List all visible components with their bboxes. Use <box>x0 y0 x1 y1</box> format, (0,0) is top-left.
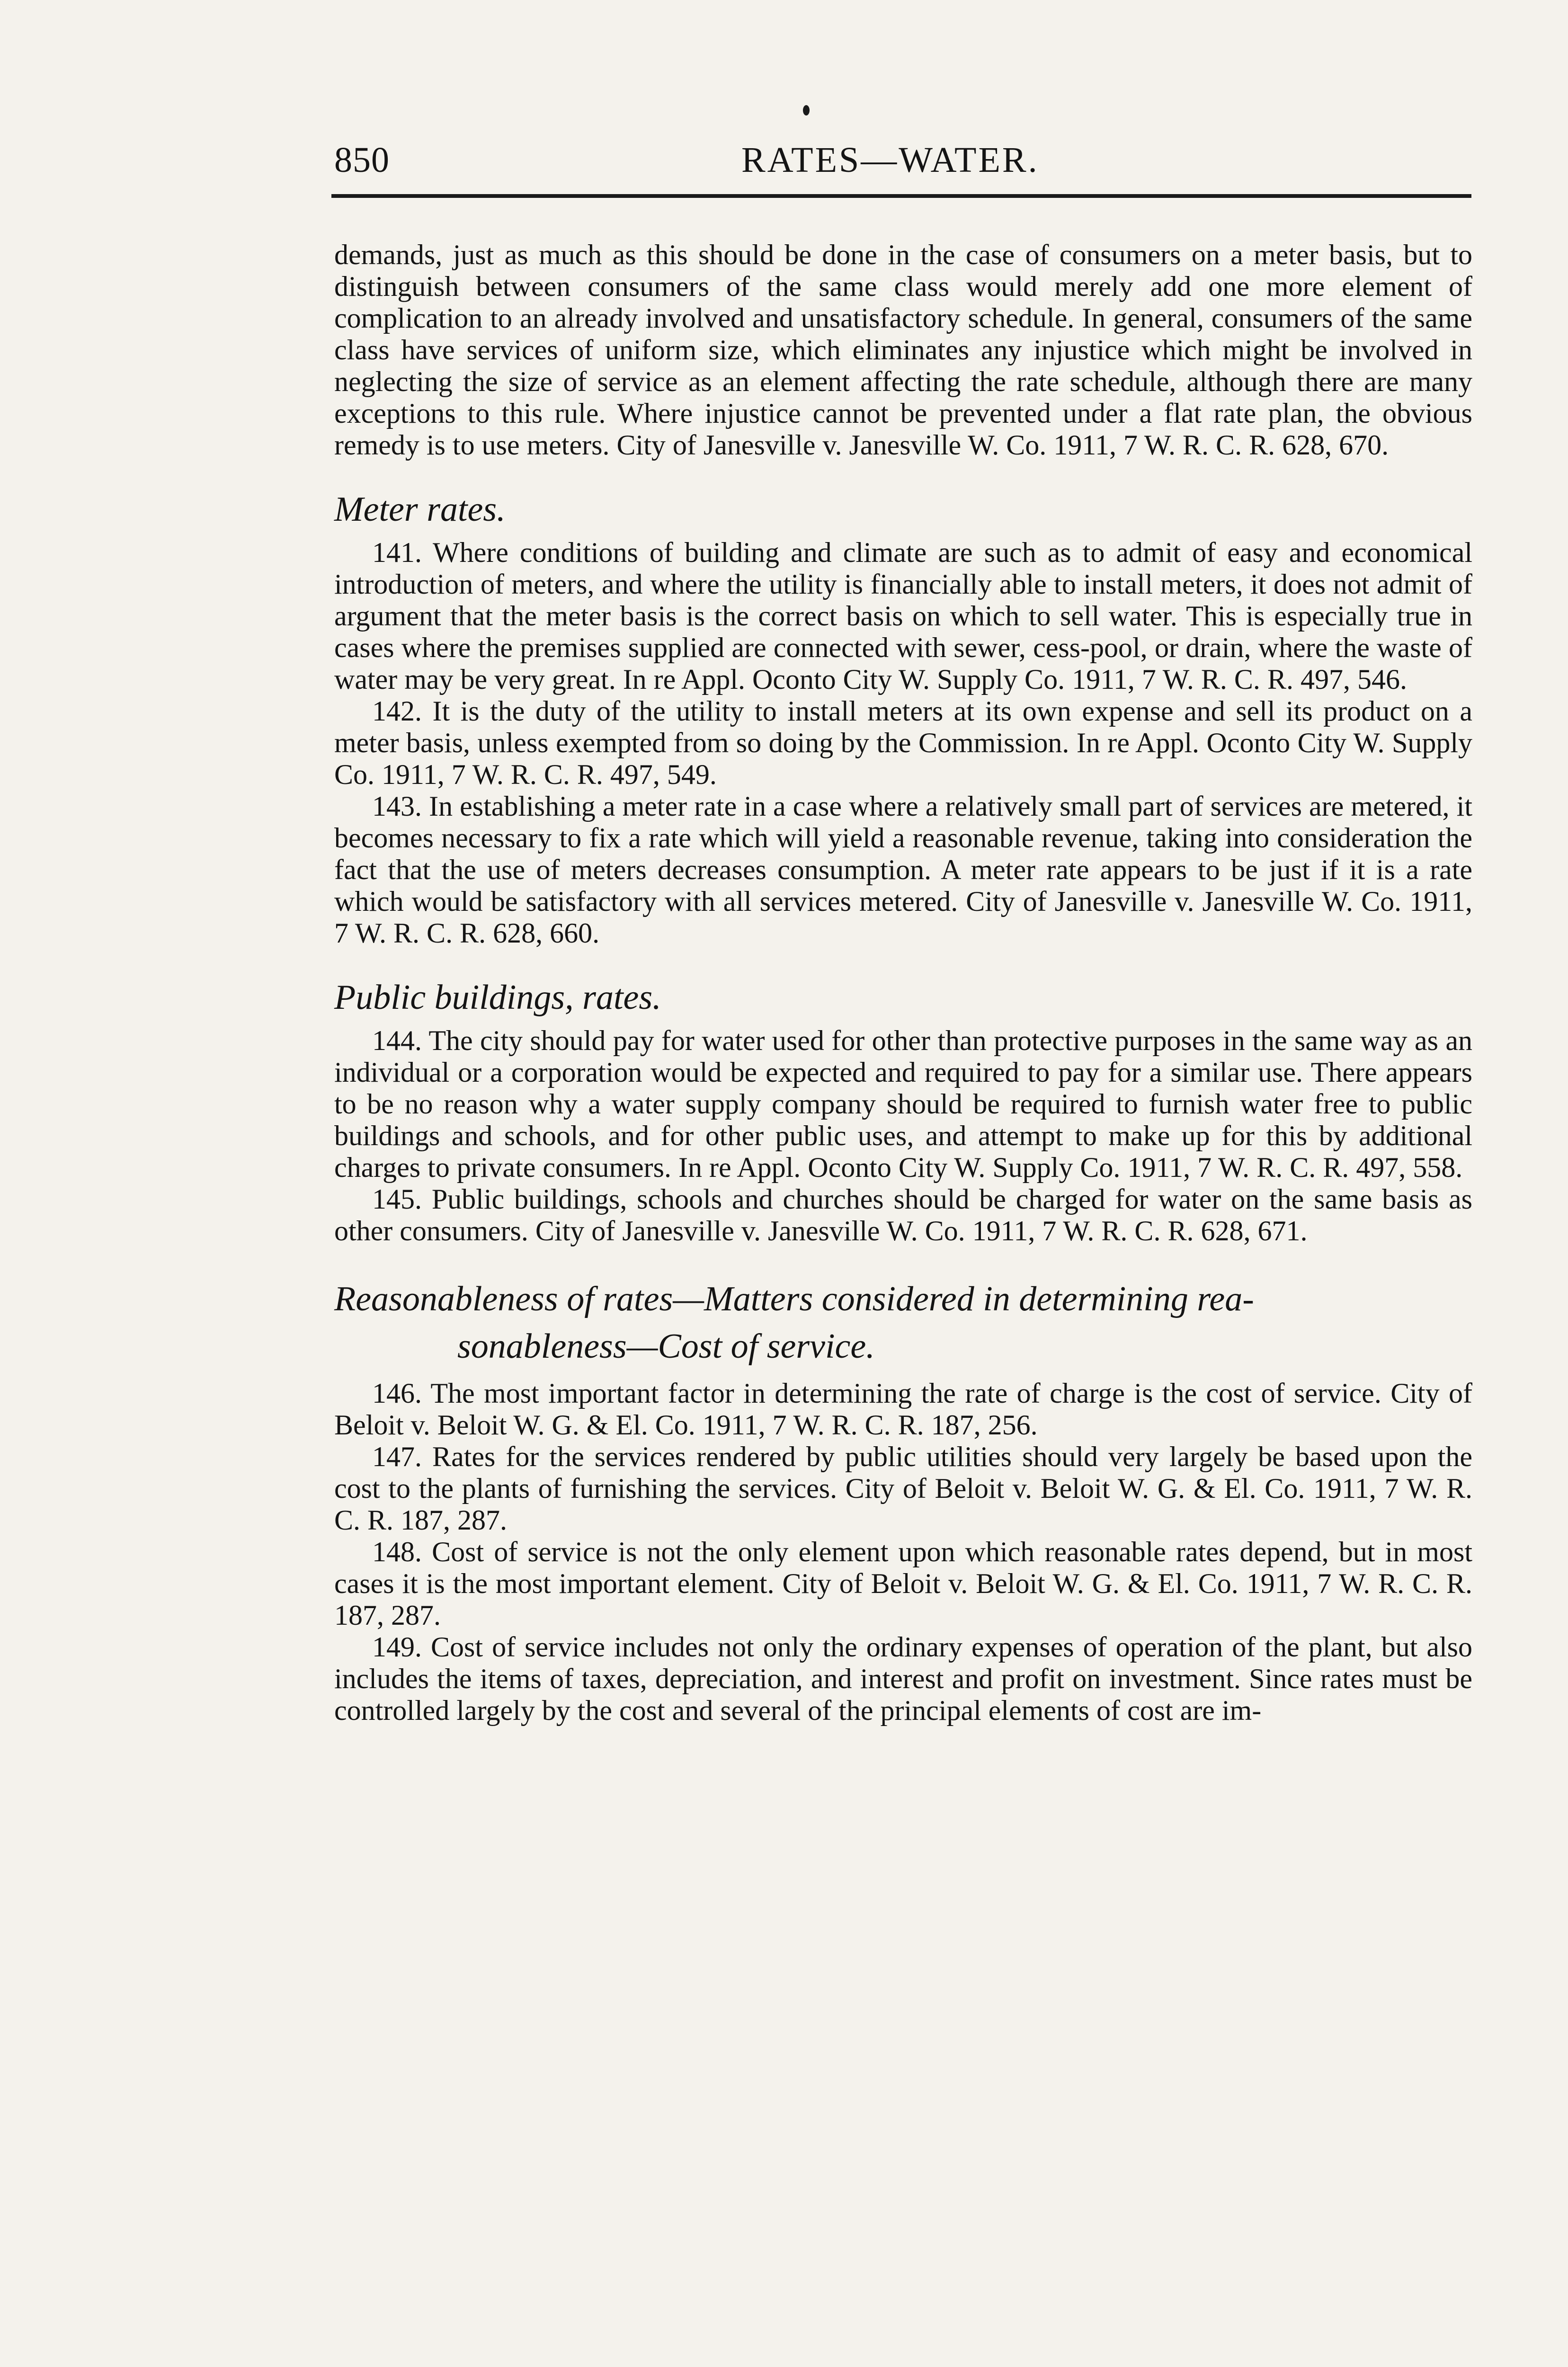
section-heading-line: Reasonableness of rates—Matters considered in determining rea- <box>334 1280 1254 1318</box>
paragraph: 142. It is the duty of the utility to install meters at its own expense and sell its product on a meter basis, unless exempted from so doing by the Commission. In re Appl. Oconto City W. Supply Co. 1911, 7 W. R. C. R. 497, 549. <box>334 695 1472 790</box>
page-number: 850 <box>334 140 390 180</box>
body-text <box>334 239 1472 1726</box>
paragraph: 144. The city should pay for water used for other than protective purposes in the same way as an individual or a corporation would be expected and required to pay for a similar use. There appears to be no reason why a water supply company should be required to furnish water free to public buildings and schools, and for other public uses, and attempt to make up for this by additional charges to private consumers. In re Appl. Oconto City W. Supply Co. 1911, 7 W. R. C. R. 497, 558. <box>334 1025 1472 1183</box>
paragraph: 147. Rates for the services rendered by public utilities should very largely be based upon the cost to the plants of furnishing the services. City of Beloit v. Beloit W. G. & El. Co. 1911, 7 W. R. C. R. 187, 287. <box>334 1441 1472 1536</box>
header-rule <box>331 194 1471 198</box>
running-title: RATES—WATER. <box>741 140 1039 180</box>
section-heading: Meter rates. <box>334 490 506 529</box>
paragraph: 145. Public buildings, schools and churches should be charged for water on the same basis as other consumers. City of Janesville v. Janesville W. Co. 1911, 7 W. R. C. R. 628, 671. <box>334 1184 1472 1246</box>
section-heading: Public buildings, rates. <box>334 978 661 1017</box>
paragraph: 143. In establishing a meter rate in a case where a relatively small part of services are metered, it becomes necessary to fix a rate which will yield a reasonable revenue, taking into consideration the fact that the use of meters decreases consumption. A meter rate appears to be just if it is a rate which would be satisfactory with all services metered. City of Janesville v. Janesville W. Co. 1911, 7 W. R. C. R. 628, 660. <box>334 791 1472 949</box>
paragraph: demands, just as much as this should be done in the case of consumers on a meter basis, but to distinguish between consumers of the same class would merely add one more element of complication to an already involved and unsatisfactory schedule. In general, consumers of the same class have services of uniform size, which eliminates any injustice which might be involved in neglecting the size of service as an element affecting the rate schedule, although there are many exceptions to this rule. Where injustice cannot be prevented under a flat rate plan, the obvious remedy is to use meters. City of Janesville v. Janesville W. Co. 1911, 7 W. R. C. R. 628, 670. <box>334 239 1472 461</box>
paragraph: 149. Cost of service includes not only the ordinary expenses of operation of the plant, but also includes the items of taxes, depreciation, and interest and profit on investment. Since rates must be controlled largely by the cost and several of the principal elements of cost are im- <box>334 1631 1472 1726</box>
print-speck <box>803 105 810 116</box>
section-heading-line: sonableness—Cost of service. <box>457 1327 875 1366</box>
section-heading <box>334 1275 1472 1370</box>
paragraph: 141. Where conditions of building and climate are such as to admit of easy and economical introduction of meters, and where the utility is financially able to install meters, it does not admit of argument that the meter basis is the correct basis on which to sell water. This is especially true in cases where the premises supplied are connected with sewer, cess-pool, or drain, where the waste of water may be very great. In re Appl. Oconto City W. Supply Co. 1911, 7 W. R. C. R. 497, 546. <box>334 537 1472 695</box>
paragraph: 146. The most important factor in determining the rate of charge is the cost of service. City of Beloit v. Beloit W. G. & El. Co. 1911, 7 W. R. C. R. 187, 256. <box>334 1378 1472 1441</box>
paragraph: 148. Cost of service is not the only element upon which reasonable rates depend, but in most cases it is the most important element. City of Beloit v. Beloit W. G. & El. Co. 1911, 7 W. R. C. R. 187, 287. <box>334 1536 1472 1631</box>
running-head <box>334 140 1470 196</box>
